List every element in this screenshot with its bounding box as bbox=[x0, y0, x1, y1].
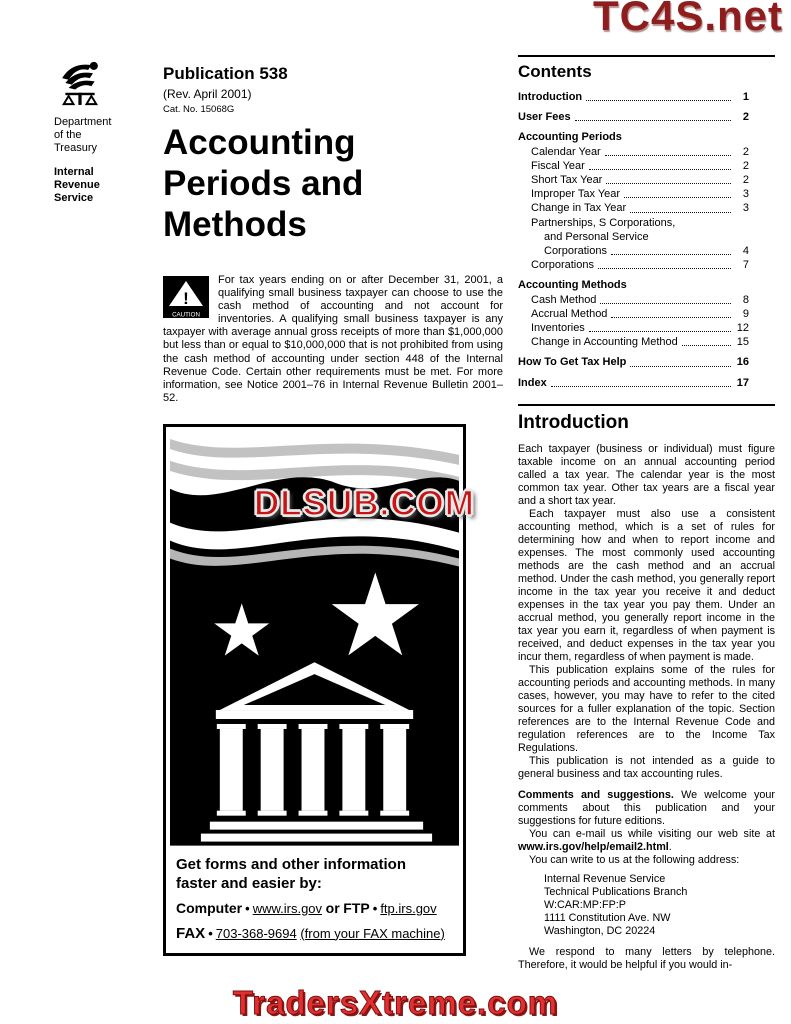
computer-label: Computer bbox=[176, 899, 243, 916]
address-line: Washington, DC 20224 bbox=[544, 924, 656, 937]
write-paragraph: You can write to us at the following address: bbox=[529, 853, 740, 866]
toc-entry: Change in Accounting Method 15 bbox=[531, 336, 749, 349]
comments-paragraph: Comments and suggestions. We welcome your comments about this publication and your suggestions for future editions. bbox=[518, 788, 776, 827]
fax-label: FAX bbox=[176, 924, 206, 942]
intro-paragraph-1: Each taxpayer (business or individual) must figure taxable income on an annual accounting period called a tax year. The calendar year is the most common tax year. Other tax years are a fiscal year and a short tax year. bbox=[518, 442, 775, 507]
agency-block bbox=[54, 56, 158, 205]
email-url-link[interactable]: www.irs.gov/help/email2.html bbox=[518, 840, 669, 853]
toc-entry: Introduction 1 bbox=[518, 91, 749, 103]
caution-box bbox=[163, 274, 503, 405]
email-paragraph: You can e-mail us while visiting our web site at www.irs.gov/help/email2.html. bbox=[518, 827, 775, 853]
comments-lead: Comments and suggestions. bbox=[518, 788, 674, 801]
toc-entry: How To Get Tax Help 16 bbox=[518, 356, 749, 369]
toc-entry: Partnerships, S Corporations, bbox=[531, 216, 676, 229]
address-line: 1111 Constitution Ave. NW bbox=[544, 911, 671, 924]
toc-entry: Accrual Method 9 bbox=[531, 307, 749, 320]
ftp-url-link[interactable]: ftp.irs.gov bbox=[380, 900, 437, 916]
get-forms-heading: Get forms and other information faster and easier by: bbox=[176, 855, 407, 892]
bullet-icon: • bbox=[245, 900, 250, 916]
right-column bbox=[518, 55, 775, 972]
revision-date: (Rev. April 2001) bbox=[163, 87, 252, 101]
toc-entry: Fiscal Year 2 bbox=[531, 159, 749, 172]
introduction-body bbox=[518, 443, 775, 972]
toc-entry: User Fees 2 bbox=[518, 111, 749, 124]
toc-entry: Calendar Year 2 bbox=[531, 145, 749, 158]
toc-entry: Accounting Periods bbox=[518, 131, 622, 144]
fax-line bbox=[176, 925, 453, 942]
contents-rule bbox=[518, 55, 775, 57]
computer-ftp-line bbox=[176, 900, 453, 916]
catalog-number: Cat. No. 15068G bbox=[163, 104, 235, 115]
introduction-rule bbox=[518, 404, 775, 406]
toc-entry: Corporations 7 bbox=[531, 259, 749, 272]
watermark-center: DLSUB.COM bbox=[254, 484, 475, 523]
irs-label: Internal Revenue Service bbox=[54, 166, 100, 204]
closing-paragraph: We respond to many letters by telephone. Therefore, it would be helpful if you would in- bbox=[518, 945, 775, 971]
intro-paragraph-4: This publication is not intended as a guide to general business and tax accounting rules. bbox=[518, 754, 775, 780]
toc-entry: Index 17 bbox=[518, 376, 749, 389]
address-line: Technical Publications Branch bbox=[544, 885, 688, 898]
toc-entry: Accounting Methods bbox=[518, 279, 627, 292]
contents-title: Contents bbox=[518, 62, 592, 81]
fax-number: 703-368-9694 bbox=[215, 925, 297, 941]
or-text: or bbox=[325, 899, 340, 916]
address-block bbox=[544, 873, 775, 938]
intro-paragraph-3: This publication explains some of the rules for accounting periods and accounting methods. In many cases, however, you may have to refer to the cited sources for a fuller explanation of the topic. Section references are to the Internal Revenue Code and regulation references are to the Income Tax Regulations. bbox=[518, 663, 775, 754]
caution-text: For tax years ending on or after December 31, 2001, a qualifying small business taxpayer can choose to use the cash method of accounting and not account for inventories. A qualifying small business taxpayer is any taxpayer with average annual gross receipts of more than $1,000,000 but less than or equal to $10,000,000 that is not prohibited from using the cash method of accounting under section 448 of the Internal Revenue Code. Certain other requirements must be met. For more information, see Notice 2001–76 in Internal Revenue Bulletin 2001–52. bbox=[163, 274, 503, 404]
table-of-contents bbox=[518, 90, 775, 390]
toc-entry: Inventories 12 bbox=[531, 322, 749, 335]
caution-icon bbox=[163, 276, 209, 318]
publication-number: Publication 538 bbox=[163, 64, 288, 83]
toc-entry: Corporations 4 bbox=[544, 245, 749, 258]
introduction-title: Introduction bbox=[518, 411, 629, 433]
bullet-icon: • bbox=[372, 900, 378, 916]
toc-entry: Cash Method 8 bbox=[531, 293, 749, 306]
toc-entry: Change in Tax Year 3 bbox=[531, 202, 749, 215]
intro-paragraph-2: Each taxpayer must also use a consistent accounting method, which is a set of rules for determining how and when to report income and expenses. The most commonly used accounting methods are the cash method and an accrual method. Under the cash method, you generally report income in the tax year you receive it and deduct expenses in the tax year you pay them. Under an accrual method, you generally report income in the tax year you earn it, regardless of when payment is received, and deduct expenses in the tax year you incur them, regardless of when payment is made. bbox=[518, 507, 775, 663]
watermark-top: TC4S.net bbox=[592, 0, 783, 39]
toc-entry: and Personal Service bbox=[544, 230, 649, 243]
irs-url-link[interactable]: www.irs.gov bbox=[252, 900, 323, 916]
ftp-label: FTP bbox=[343, 899, 370, 916]
get-forms-section bbox=[166, 850, 463, 942]
publication-id-block bbox=[163, 64, 288, 115]
bullet-icon: • bbox=[208, 925, 213, 941]
document-title: Accounting Periods and Methods bbox=[163, 123, 364, 244]
svg-text:CAUTION: CAUTION bbox=[172, 311, 200, 318]
toc-entry: Improper Tax Year 3 bbox=[531, 188, 749, 201]
address-line: Internal Revenue Service bbox=[544, 872, 666, 885]
address-line: W:CAR:MP:FP:P bbox=[544, 898, 626, 911]
fax-note: (from your FAX machine) bbox=[300, 925, 445, 941]
toc-entry: Short Tax Year 2 bbox=[531, 174, 749, 187]
irs-eagle-logo bbox=[54, 56, 106, 110]
watermark-bottom: TradersXtreme.com bbox=[232, 984, 559, 1021]
department-label: Department of the Treasury bbox=[54, 116, 112, 154]
svg-text:!: ! bbox=[183, 289, 189, 308]
